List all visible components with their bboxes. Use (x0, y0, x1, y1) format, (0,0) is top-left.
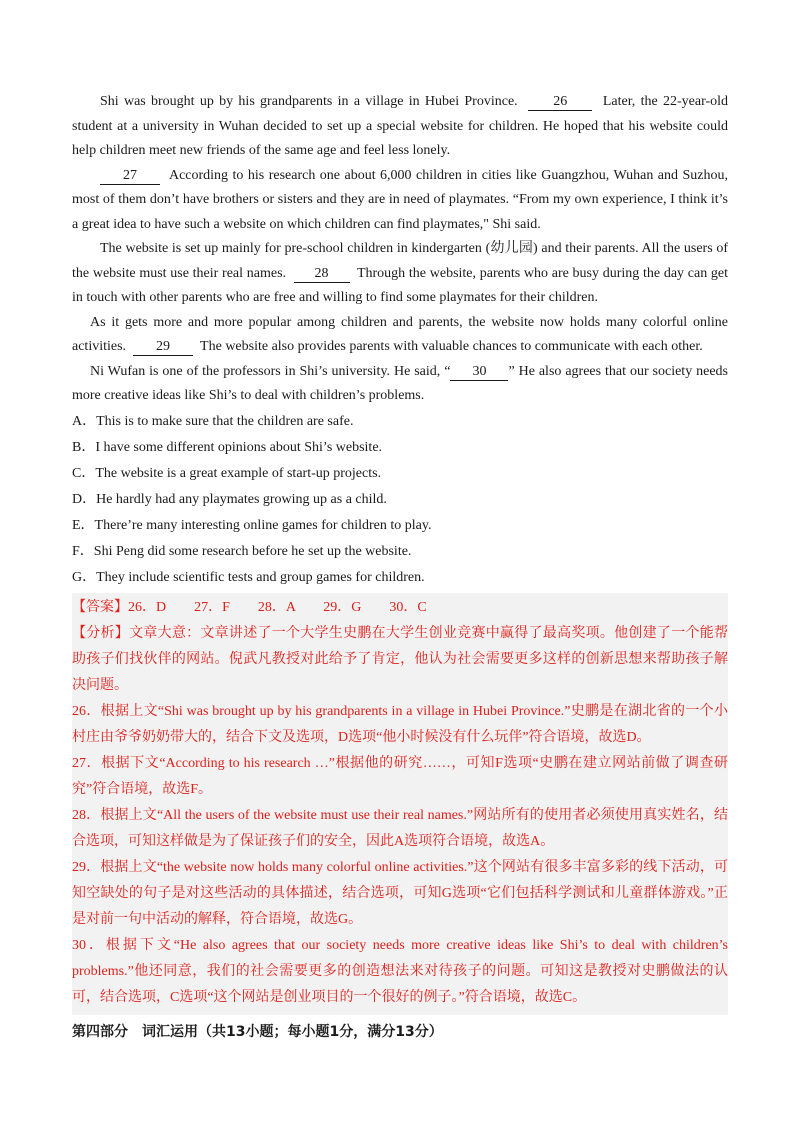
section-heading: 第四部分 词汇运用（共13小题；每小题1分，满分13分） (72, 1023, 443, 1040)
explanation-30: 30．根据下文“He also agrees that our society needs more creative ideas like Shi’s to deal with children’s problems.”他还同意，我们的社会需要更多的创造想法来对待孩子的问题。可知这是教授对史鹏做法的认可，结合选项，C选项“这个网站是创业项目的一个很好的例子。”符合语境，故选C。 (72, 937, 728, 1005)
document-page (72, 90, 728, 1045)
blank-26: 26 (528, 93, 592, 111)
blank-28: 28 (294, 265, 350, 283)
option-c: C．The website is a great example of start-up projects. (72, 465, 382, 481)
passage-paragraph-2: 27 According to his research one about 6,000 children in cities like Guangzhou, Wuhan and Suzhou, most of them don’t have brothers or sisters and they are in need of playmates. “From my own experience, I think it’s a great idea to have such a website on which children can find playmates," Shi said. (72, 167, 728, 232)
explanation-28: 28．根据上文“All the users of the website must use their real names.”网站所有的使用者必须使用真实姓名，结合选项，可知这样做是为了保证孩子们的安全，因此A选项符合语境，故选A。 (72, 807, 728, 849)
option-b: B．I have some different opinions about Shi’s website. (72, 439, 383, 455)
option-f: F．Shi Peng did some research before he set up the website. (72, 543, 412, 559)
explanation-26: 26．根据上文“Shi was brought up by his grandparents in a village in Hubei Province.”史鹏是在湖北省的一个小村庄由爷爷奶奶带大的，结合下文及选项，D选项“他小时候没有什么玩伴”符合语境，故选D。 (72, 703, 728, 745)
option-g: G．They include scientific tests and group games for children. (72, 569, 425, 585)
passage-paragraph-1: Shi was brought up by his grandparents in a village in Hubei Province. 26 Later, the 22-year-old student at a university in Wuhan decided to set up a special website for children. He hoped that his website could help children meet new friends of the same age and feel less lonely. (72, 94, 729, 158)
answer-key: 【答案】26．D 27．F 28．A 29．G 30．C (72, 599, 427, 615)
passage-paragraph-4: As it gets more and more popular among children and parents, the website now holds many colorful online activities. 29 The website also provides parents with valuable chances to communicate with each other. (72, 314, 728, 354)
blank-27: 27 (100, 167, 160, 185)
blank-29: 29 (133, 338, 193, 356)
explanation-29: 29．根据上文“the website now holds many colorful online activities.”这个网站有很多丰富多彩的线下活动，可知空缺处的句子是对这些活动的具体描述，结合选项，可知G选项“它们包括科学测试和儿童群体游戏。”正是对前一句中活动的解释，符合语境，故选G。 (72, 859, 728, 927)
option-e: E．There’re many interesting online games for children to play. (72, 517, 432, 533)
passage-paragraph-5: Ni Wufan is one of the professors in Shi’s university. He said, “ 30 ” He also agrees that our society needs more creative ideas like Shi’s to deal with children’s problems. (72, 363, 729, 403)
options-list (72, 409, 728, 591)
answer-analysis: 【分析】文章大意：文章讲述了一个大学生史鹏在大学生创业竞赛中赢得了最高奖项。他创建了一个能帮助孩子们找伙伴的网站。倪武凡教授对此给予了肯定，他认为社会需要更多这样的创新思想来帮助孩子解决问题。 (72, 625, 728, 693)
blank-30: 30 (450, 363, 508, 381)
passage-paragraph-3: The website is set up mainly for pre-school children in kindergarten (幼儿园) and their parents. All the users of the website must use their real names. 28 Through the website, parents who are busy during the day can get in touch with other parents who are free and willing to find some playmates for their children. (72, 241, 729, 305)
option-a: A．This is to make sure that the children are safe. (72, 413, 354, 429)
explanation-27: 27．根据下文“According to his research …”根据他的研究……，可知F选项“史鹏在建立网站前做了调查研究”符合语境，故选F。 (72, 755, 728, 797)
answer-block (72, 593, 728, 1015)
option-d: D．He hardly had any playmates growing up as a child. (72, 491, 387, 507)
